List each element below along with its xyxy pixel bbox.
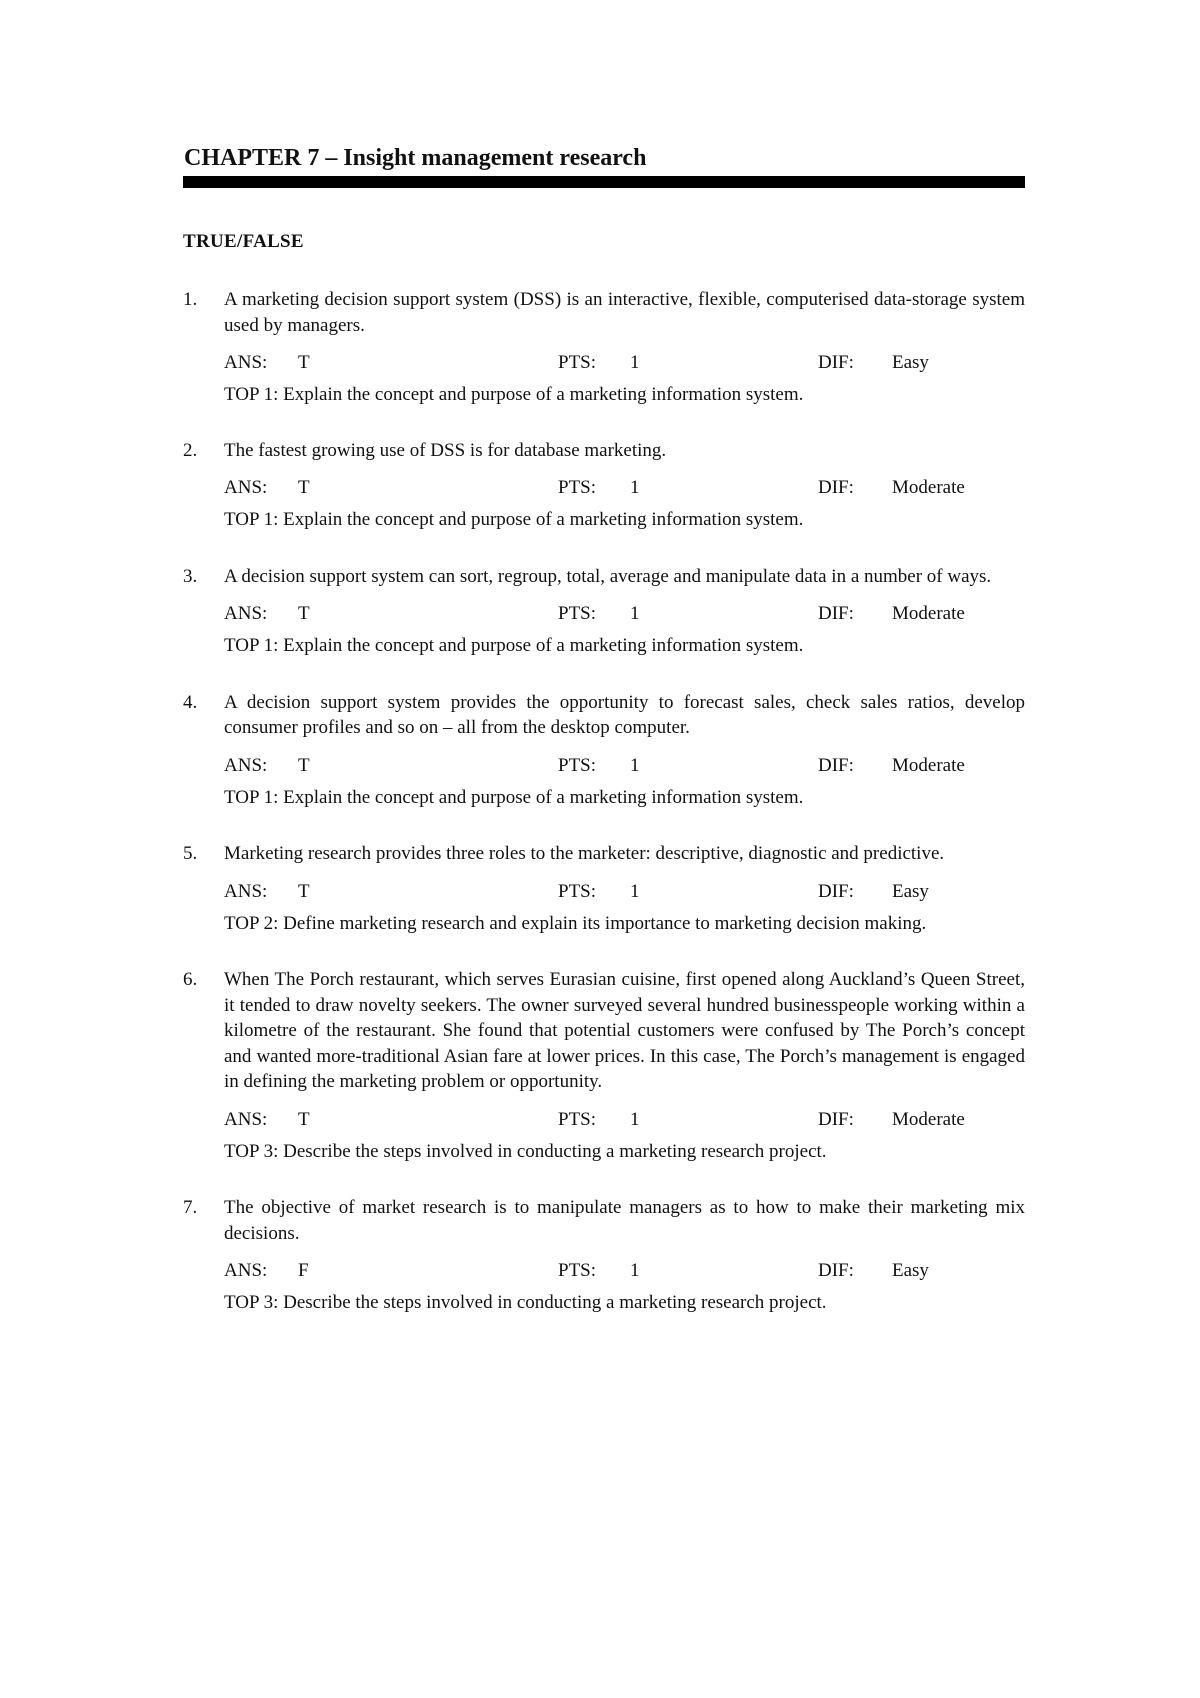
dif-value: Moderate <box>892 603 965 624</box>
pts-value: 1 <box>630 352 640 373</box>
dif-label: DIF: <box>818 352 854 373</box>
pts-value: 1 <box>630 603 640 624</box>
pts-label: PTS: <box>558 754 597 776</box>
ans-label: ANS: <box>224 1260 268 1281</box>
question-item <box>183 967 1025 1164</box>
ans-label: ANS: <box>224 880 268 902</box>
question-item <box>183 1195 1025 1316</box>
topic-line: TOP 1: Explain the concept and purpose of a marketing information system. <box>224 509 804 530</box>
topic-line: TOP 1: Explain the concept and purpose of a marketing information system. <box>224 384 804 405</box>
question-item <box>183 287 1025 408</box>
answer-meta-row <box>224 475 1025 501</box>
question-text: A decision support system provides the opportunity to forecast sales, check sales ratios, develop consumer profiles and so on – all from the desktop computer. <box>224 691 1025 738</box>
pts-label: PTS: <box>558 477 597 498</box>
pts-value: 1 <box>630 1108 640 1130</box>
answer-meta-row <box>224 879 1025 905</box>
dif-value: Moderate <box>892 1108 965 1130</box>
question-text: A decision support system can sort, regroup, total, average and manipulate data in a number of ways. <box>224 565 992 587</box>
pts-label: PTS: <box>558 1108 597 1130</box>
chapter-title: CHAPTER 7 – Insight management research <box>184 145 647 171</box>
question-number: 4. <box>183 691 198 713</box>
pts-label: PTS: <box>558 603 597 624</box>
answer-meta-row <box>224 1258 1025 1284</box>
ans-value: T <box>298 603 310 624</box>
pts-label: PTS: <box>558 880 597 902</box>
ans-label: ANS: <box>224 352 268 373</box>
ans-value: T <box>298 1108 310 1130</box>
dif-value: Easy <box>892 1260 929 1281</box>
section-heading: TRUE/FALSE <box>183 231 304 252</box>
topic-line: TOP 3: Describe the steps involved in conducting a marketing research project. <box>224 1292 827 1313</box>
question-number: 3. <box>183 565 198 587</box>
dif-label: DIF: <box>818 754 854 776</box>
question-number: 1. <box>183 289 198 310</box>
question-item <box>183 438 1025 533</box>
ans-value: T <box>298 477 310 498</box>
ans-label: ANS: <box>224 477 268 498</box>
dif-value: Easy <box>892 880 929 902</box>
dif-label: DIF: <box>818 477 854 498</box>
pts-value: 1 <box>630 477 640 498</box>
question-number: 5. <box>183 843 198 864</box>
answer-meta-row <box>224 753 1025 779</box>
ans-label: ANS: <box>224 1108 268 1130</box>
document-page <box>183 143 1025 1316</box>
question-item <box>183 841 1025 936</box>
topic-line: TOP 2: Define marketing research and explain its importance to marketing decision making. <box>224 912 927 934</box>
question-list <box>183 287 1025 1316</box>
question-text: The fastest growing use of DSS is for database marketing. <box>224 439 667 461</box>
ans-value: T <box>298 352 310 373</box>
pts-value: 1 <box>630 754 640 776</box>
question-text: A marketing decision support system (DSS) is an interactive, flexible, computerised data-storage system used by managers. <box>224 289 1025 336</box>
answer-meta-row <box>224 350 1025 376</box>
pts-label: PTS: <box>558 352 597 373</box>
dif-value: Moderate <box>892 477 965 498</box>
question-text: When The Porch restaurant, which serves Eurasian cuisine, first opened along Auckland’s Queen Street, it tended to draw novelty seekers. The owner surveyed several hundred businesspeople working within a kilometre of the restaurant. She found that potential customers were confused by The Porch’s concept and wanted more-traditional Asian fare at lower prices. In this case, The Porch’s management is engaged in defining the marketing problem or opportunity. <box>224 969 1025 1092</box>
dif-label: DIF: <box>818 1108 854 1130</box>
question-number: 6. <box>183 969 198 990</box>
question-item <box>183 564 1025 659</box>
pts-value: 1 <box>630 880 640 902</box>
question-text: The objective of market research is to manipulate managers as to how to make their marketing mix decisions. <box>224 1197 1025 1244</box>
pts-label: PTS: <box>558 1260 597 1281</box>
dif-value: Easy <box>892 352 929 373</box>
topic-line: TOP 1: Explain the concept and purpose of a marketing information system. <box>224 786 804 808</box>
ans-value: F <box>298 1260 309 1281</box>
dif-value: Moderate <box>892 754 965 776</box>
dif-label: DIF: <box>818 1260 854 1281</box>
answer-meta-row <box>224 601 1025 627</box>
question-number: 7. <box>183 1197 198 1218</box>
title-rule <box>183 176 1025 188</box>
question-item <box>183 690 1025 811</box>
dif-label: DIF: <box>818 880 854 902</box>
ans-label: ANS: <box>224 754 268 776</box>
question-text: Marketing research provides three roles to the marketer: descriptive, diagnostic and predictive. <box>224 843 945 864</box>
topic-line: TOP 1: Explain the concept and purpose of a marketing information system. <box>224 635 804 656</box>
question-number: 2. <box>183 439 198 461</box>
answer-meta-row <box>224 1107 1025 1133</box>
dif-label: DIF: <box>818 603 854 624</box>
ans-value: T <box>298 754 310 776</box>
topic-line: TOP 3: Describe the steps involved in conducting a marketing research project. <box>224 1140 827 1162</box>
pts-value: 1 <box>630 1260 640 1281</box>
ans-value: T <box>298 880 310 902</box>
ans-label: ANS: <box>224 603 268 624</box>
